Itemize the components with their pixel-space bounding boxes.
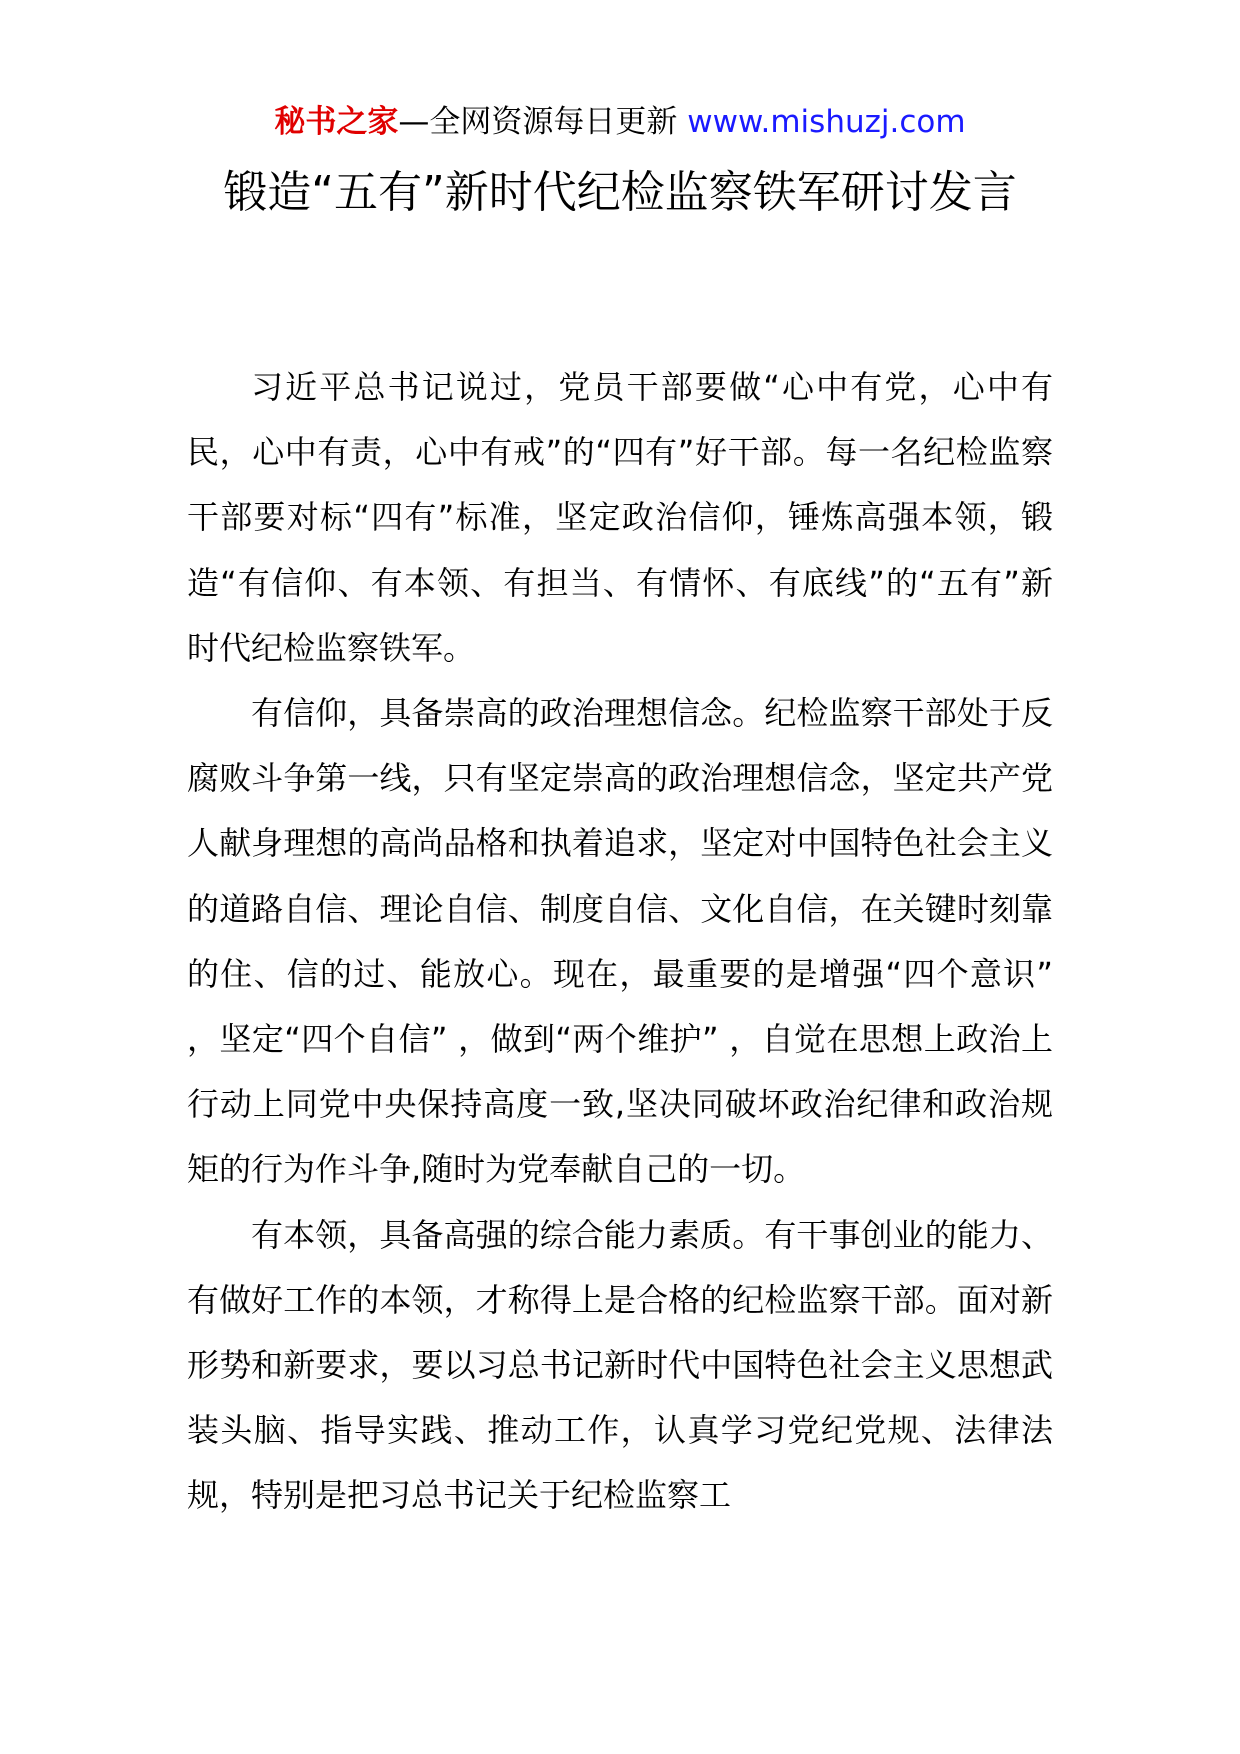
site-brand: 秘书之家 xyxy=(274,104,399,140)
document-title: 锻造“五有”新时代纪检监察铁军研讨发言 xyxy=(223,167,1017,218)
paragraph-faith: 有信仰，具备崇高的政治理想信念。纪检监察干部处于反腐败斗争第一线，只有坚定崇高的政治理想信念，坚定共产党人献身理想的高尚品格和执着追求，坚定对中国特色社会主义的道路自信、理论自信、制度自信、文化自信，在关键时刻靠的住、信的过、能放心。现在，最重要的是增强“四个意识” ，坚定“四个自信” ，做到“两个维护” ，自觉在思想上政治上行动上同党中央保持高度一致,坚决同破坏政治纪律和政治规矩的行为作斗争,随时为党奉献自己的一切。 xyxy=(187,694,1053,1189)
site-url-link[interactable]: www.mishuzj.com xyxy=(687,104,966,140)
site-header xyxy=(0,100,1240,144)
paragraph-intro: 习近平总书记说过，党员干部要做“心中有党，心中有民，心中有责，心中有戒”的“四有”好干部。每一名纪检监察干部要对标“四有”标准，坚定政治信仰，锤炼高强本领，锻造“有信仰、有本领、有担当、有情怀、有底线”的“五有”新时代纪检监察铁军。 xyxy=(187,368,1053,667)
site-tagline: —全网资源每日更新 xyxy=(398,104,688,140)
document-body xyxy=(187,355,1053,1529)
paragraph-ability: 有本领，具备高强的综合能力素质。有干事创业的能力、有做好工作的本领，才称得上是合格的纪检监察干部。面对新形势和新要求，要以习总书记新时代中国特色社会主义思想武装头脑、指导实践、推动工作，认真学习党纪党规、法律法规，特别是把习总书记关于纪检监察工 xyxy=(187,1215,1053,1515)
